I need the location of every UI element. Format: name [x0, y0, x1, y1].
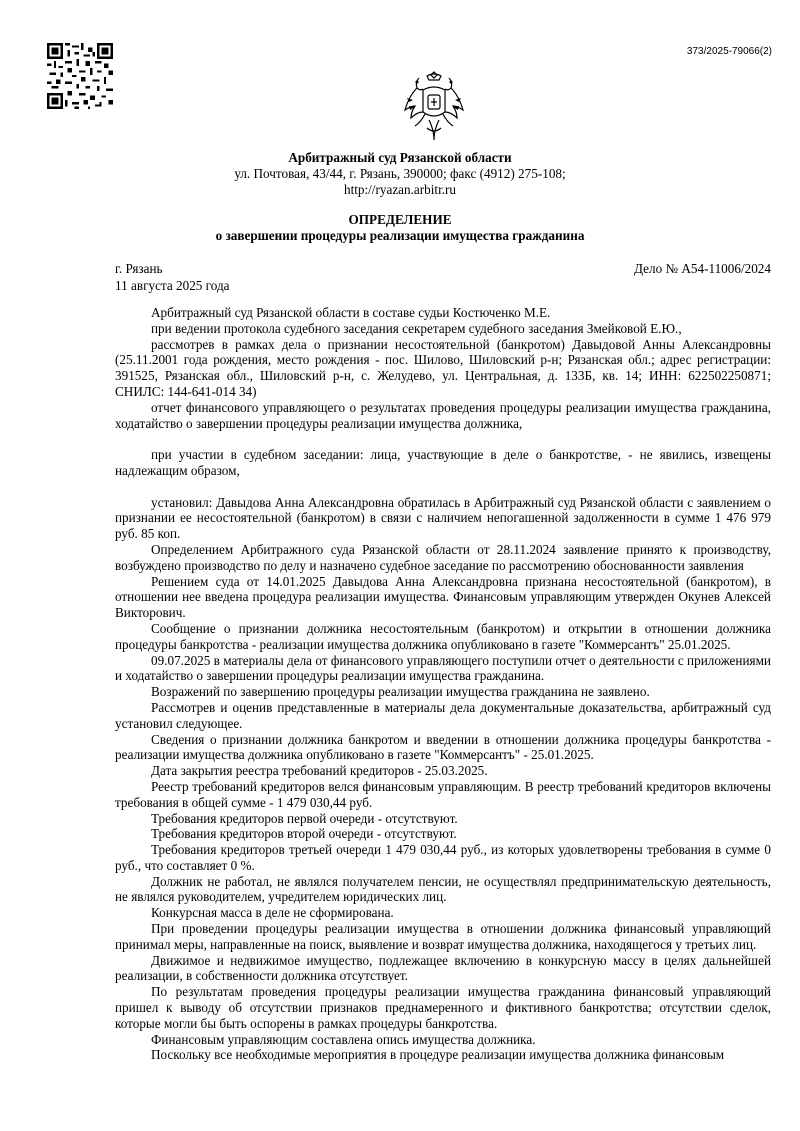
- paragraph: Рассмотрев и оценив представленные в материалы дела документальные доказательства, арбитражный суд установил следующее.: [115, 699, 771, 731]
- paragraph: Должник не работал, не являлся получателем пенсии, не осуществлял предпринимательскую деятельность, не являлся руководителем, учредителем юридических лиц.: [115, 873, 771, 905]
- paragraph: Арбитражный суд Рязанской области в составе судьи Костюченко М.Е.: [151, 305, 551, 320]
- paragraph: при ведении протокола судебного заседания секретарем судебного заседания Змейковой Е.Ю.,: [151, 320, 682, 336]
- paragraph: при участии в судебном заседании: лица, участвующие в деле о банкротстве, - не явились, извещены надлежащим образом,: [115, 447, 771, 478]
- court-name: Арбитражный суд Рязанской области: [288, 150, 512, 165]
- coat-of-arms-icon: [403, 68, 465, 143]
- paragraph: установил: Давыдова Анна Александровна обратилась в Арбитражный суд Рязанской области с заявлением о признании ее несостоятельной (банкротом) в связи с наличием непогашенной задолженности в сумме 1 476 979 руб. 85 коп.: [115, 494, 771, 542]
- paragraph: Сведения о признании должника банкротом и введении в отношении должника процедуры банкротства - реализации имущества должника опубликовано в газете "Коммерсантъ" - 25.01.2025.: [115, 731, 771, 763]
- paragraph: Движимое и недвижимое имущество, подлежащее включению в конкурсную массу в целях дальнейшей реализации, в собственности должника отсутствует.: [115, 952, 771, 984]
- title-main: ОПРЕДЕЛЕНИЕ: [348, 212, 452, 227]
- paragraph: Конкурсная масса в деле не сформирована.: [151, 905, 394, 921]
- document-body: [115, 305, 771, 1063]
- paragraph: Поскольку все необходимые мероприятия в процедуре реализации имущества должника финансовым: [151, 1047, 725, 1063]
- court-header: [0, 150, 800, 198]
- paragraph: Дата закрытия реестра требований кредиторов - 25.03.2025.: [151, 763, 488, 779]
- paragraph: Требования кредиторов третьей очереди 1 479 030,44 руб., из которых удовлетворены требования в сумме 0 руб., что составляет 0 %.: [115, 842, 771, 873]
- date: 11 августа 2025 года: [115, 278, 230, 293]
- court-address: ул. Почтовая, 43/44, г. Рязань, 390000; факс (4912) 275-108;: [234, 166, 566, 181]
- paragraph: Реестр требований кредиторов велся финансовым управляющим. В реестр требований кредиторов включены требования в общей сумме - 1 479 030,44 руб.: [115, 778, 771, 810]
- title-subtitle: о завершении процедуры реализации имущества гражданина: [215, 228, 585, 243]
- paragraph: По результатам проведения процедуры реализации имущества гражданина финансовый управляющий пришел к выводу об отсутствии признаков преднамеренного и фиктивного банкротства; отсутствии сделок, которые могли бы быть оспорены в рамках процедуры банкротства.: [115, 984, 771, 1031]
- paragraph: Возражений по завершению процедуры реализации имущества гражданина не заявлено.: [151, 684, 650, 700]
- document-number: 373/2025-79066(2): [686, 46, 772, 57]
- paragraph: Сообщение о признании должника несостоятельным (банкротом) и открытии в отношении должника процедуры банкротства - реализации имущества должника опубликовано в газете "Коммерсантъ" 25.01.2025.: [115, 620, 771, 652]
- paragraph: рассмотрев в рамках дела о признании несостоятельной (банкротом) Давыдовой Анны Александровны (25.11.2001 года рождения, место рождения - пос. Шилово, Шиловский р-н; Рязанская обл.; адрес регистрации: 391525, Рязанская обл., Шиловский р-н, с. Желудево, ул. Центральная, д. 133Б, кв. 14; ИНН: 622502250871; СНИЛС: 144-641-014 34): [115, 336, 771, 399]
- place: г. Рязань: [115, 261, 163, 276]
- court-website: http://ryazan.arbitr.ru: [343, 182, 457, 197]
- paragraph: Определением Арбитражного суда Рязанской области от 28.11.2024 заявление принято к производству, возбуждено производство по делу и назначено судебное заседание по рассмотрению обоснованности заявления: [115, 541, 771, 573]
- document-title: [0, 212, 800, 244]
- paragraph: отчет финансового управляющего о результатах проведения процедуры реализации имущества гражданина, ходатайство о завершении процедуры реализации имущества должника,: [115, 399, 771, 431]
- paragraph: Финансовым управляющим составлена опись имущества должника.: [151, 1031, 536, 1047]
- paragraph: 09.07.2025 в материалы дела от финансового управляющего поступили отчет о деятельности с приложениями и ходатайство о завершении процедуры реализации имущества гражданина.: [115, 652, 771, 684]
- paragraph: При проведении процедуры реализации имущества в отношении должника финансовый управляющий принимал меры, направленные на поиск, выявление и возврат имущества должника, находящегося у третьих лиц.: [115, 921, 771, 952]
- case-number: Дело № А54-11006/2024: [634, 261, 771, 276]
- paragraph: Решением суда от 14.01.2025 Давыдова Анна Александровна признана несостоятельной (банкротом), в отношении нее введена процедура реализации имущества. Финансовым управляющим утвержден Окунев Алексей Викторович.: [115, 573, 771, 621]
- qr-code: [47, 43, 113, 109]
- place-date: [115, 260, 230, 294]
- paragraph: Требования кредиторов второй очереди - отсутствуют.: [151, 826, 457, 842]
- paragraph: Требования кредиторов первой очереди - отсутствуют.: [151, 810, 458, 826]
